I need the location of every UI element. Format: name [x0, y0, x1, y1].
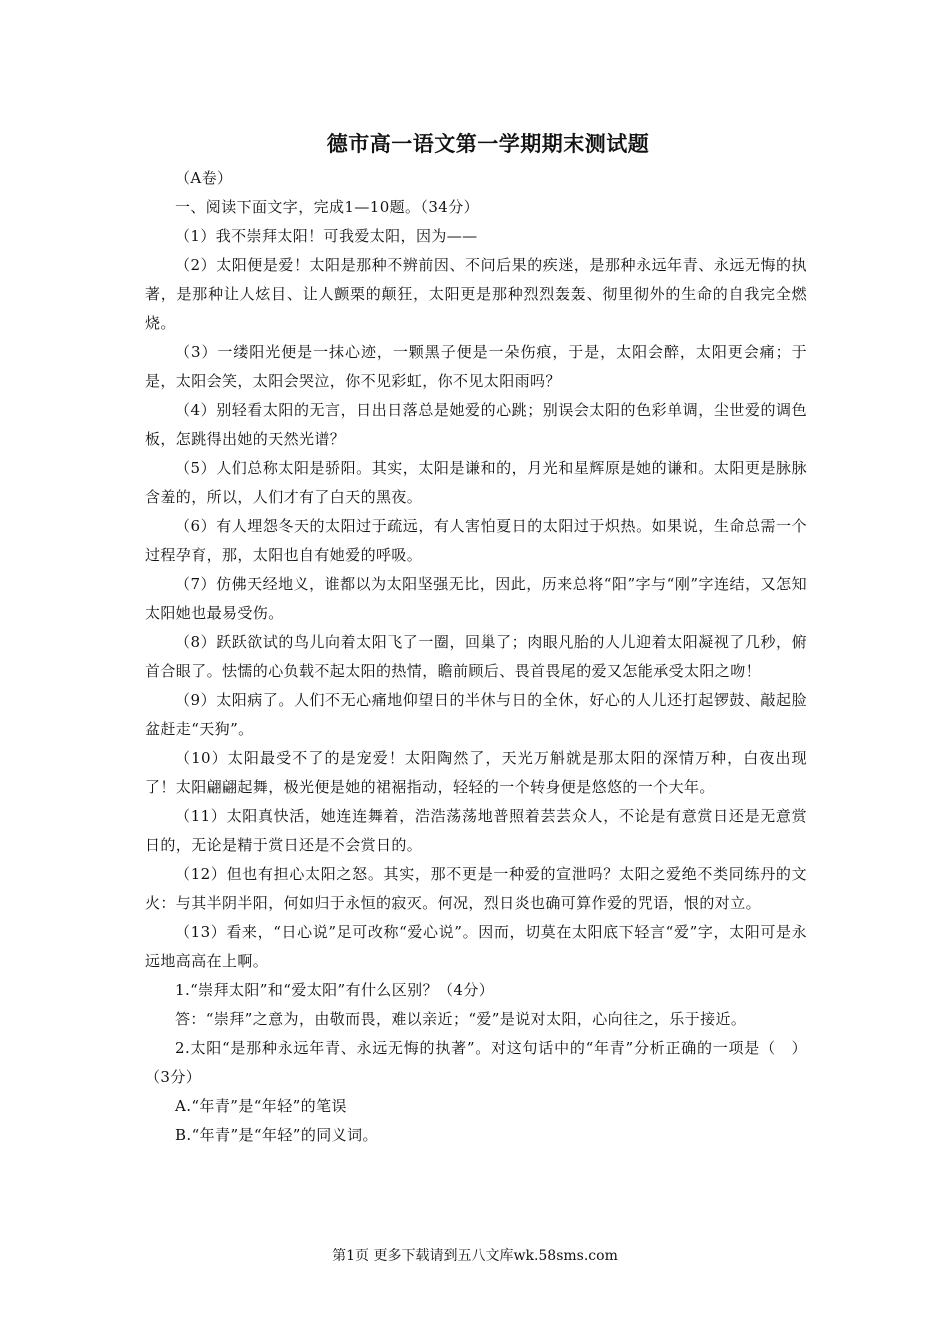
page-title: 德市高一语文第一学期期末测试题	[326, 131, 650, 156]
option-b: B.“年青”是“年轻”的同义词。	[175, 1126, 378, 1144]
paragraph-2: （2）太阳便是爱！太阳是那种不辨前因、不问后果的疾迷，是那种永远年青、永远无悔的执著，是那种让人炫目、让人颤栗的颠狂，太阳更是那种烈烈轰轰、彻里彻外的生命的自我完全燃烧。	[145, 256, 807, 332]
paragraph-7: （7）仿佛天经地义，谁都以为太阳坚强无比，因此，历来总将“阳”字与“刚”字连结，又怎知太阳她也最易受伤。	[145, 575, 807, 622]
paragraph-6: （6）有人埋怨冬天的太阳过于疏远，有人害怕夏日的太阳过于炽热。如果说，生命总需一个过程孕育，那，太阳也自有她爱的呼吸。	[145, 517, 807, 564]
paragraph-3: （3）一缕阳光便是一抹心迹，一颗黑子便是一朵伤痕，于是，太阳会醉，太阳更会痛；于是，太阳会笑，太阳会哭泣，你不见彩虹，你不见太阳雨吗？	[145, 343, 807, 390]
page-footer: 第1页 更多下载请到五八文库wk.58sms.com	[332, 1248, 618, 1264]
paragraph-5: （5）人们总称太阳是骄阳。其实，太阳是谦和的，月光和星辉原是她的谦和。太阳更是脉脉含羞的，所以，人们才有了白天的黑夜。	[145, 459, 807, 506]
paragraph-9: （9）太阳病了。人们不无心痛地仰望日的半休与日的全休，好心的人儿还打起锣鼓、敲起脸盆赶走“天狗”。	[145, 691, 807, 738]
paragraph-8: （8）跃跃欲试的鸟儿向着太阳飞了一圈，回巢了；肉眼凡胎的人儿迎着太阳凝视了几秒，俯首合眼了。怯懦的心负载不起太阳的热情，瞻前顾后、畏首畏尾的爱又怎能承受太阳之吻！	[145, 633, 807, 680]
document-body	[145, 128, 807, 1150]
section-instruction: 一、阅读下面文字，完成1—10题。（34分）	[175, 198, 480, 216]
paragraph-11: （11）太阳真快活，她连连舞着，浩浩荡荡地普照着芸芸众人，不论是有意赏日还是无意赏日的，无论是精于赏日还是不会赏日的。	[145, 807, 807, 854]
paragraph-4: （4）别轻看太阳的无言，日出日落总是她爱的心跳；别误会太阳的色彩单调，尘世爱的调色板，怎跳得出她的天然光谱？	[145, 401, 807, 448]
paragraph-12: （12）但也有担心太阳之怒。其实，那不更是一种爱的宣泄吗？太阳之爱绝不类同练丹的文火：与其半阴半阳，何如归于永恒的寂灭。何况，烈日炎也确可算作爱的咒语，恨的对立。	[145, 865, 807, 912]
question-1: 1.“崇拜太阳”和“爱太阳”有什么区别？（4分）	[175, 981, 495, 999]
question-2: 2.太阳“是那种永远年青、永远无悔的执著”。对这句话中的“年青”分析正确的一项是（ ）（3分）	[145, 1039, 807, 1086]
section-label: （A卷）	[175, 169, 233, 187]
answer-1: 答：“崇拜”之意为，由敬而畏，难以亲近；“爱”是说对太阳，心向往之，乐于接近。	[175, 1010, 747, 1028]
paragraph-10: （10）太阳最受不了的是宠爱！太阳陶然了，天光万斛就是那太阳的深情万种，白夜出现了！太阳翩翩起舞，极光便是她的裙裾指动，轻轻的一个转身便是悠悠的一个大年。	[145, 749, 807, 796]
paragraph-13: （13）看来，“日心说”足可改称“爱心说”。因而，切莫在太阳底下轻言“爱”字，太阳可是永远地高高在上啊。	[145, 923, 807, 970]
paragraph-1: （1）我不崇拜太阳！可我爱太阳，因为——	[175, 227, 478, 245]
option-a: A.“年青”是“年轻”的笔误	[175, 1097, 347, 1115]
